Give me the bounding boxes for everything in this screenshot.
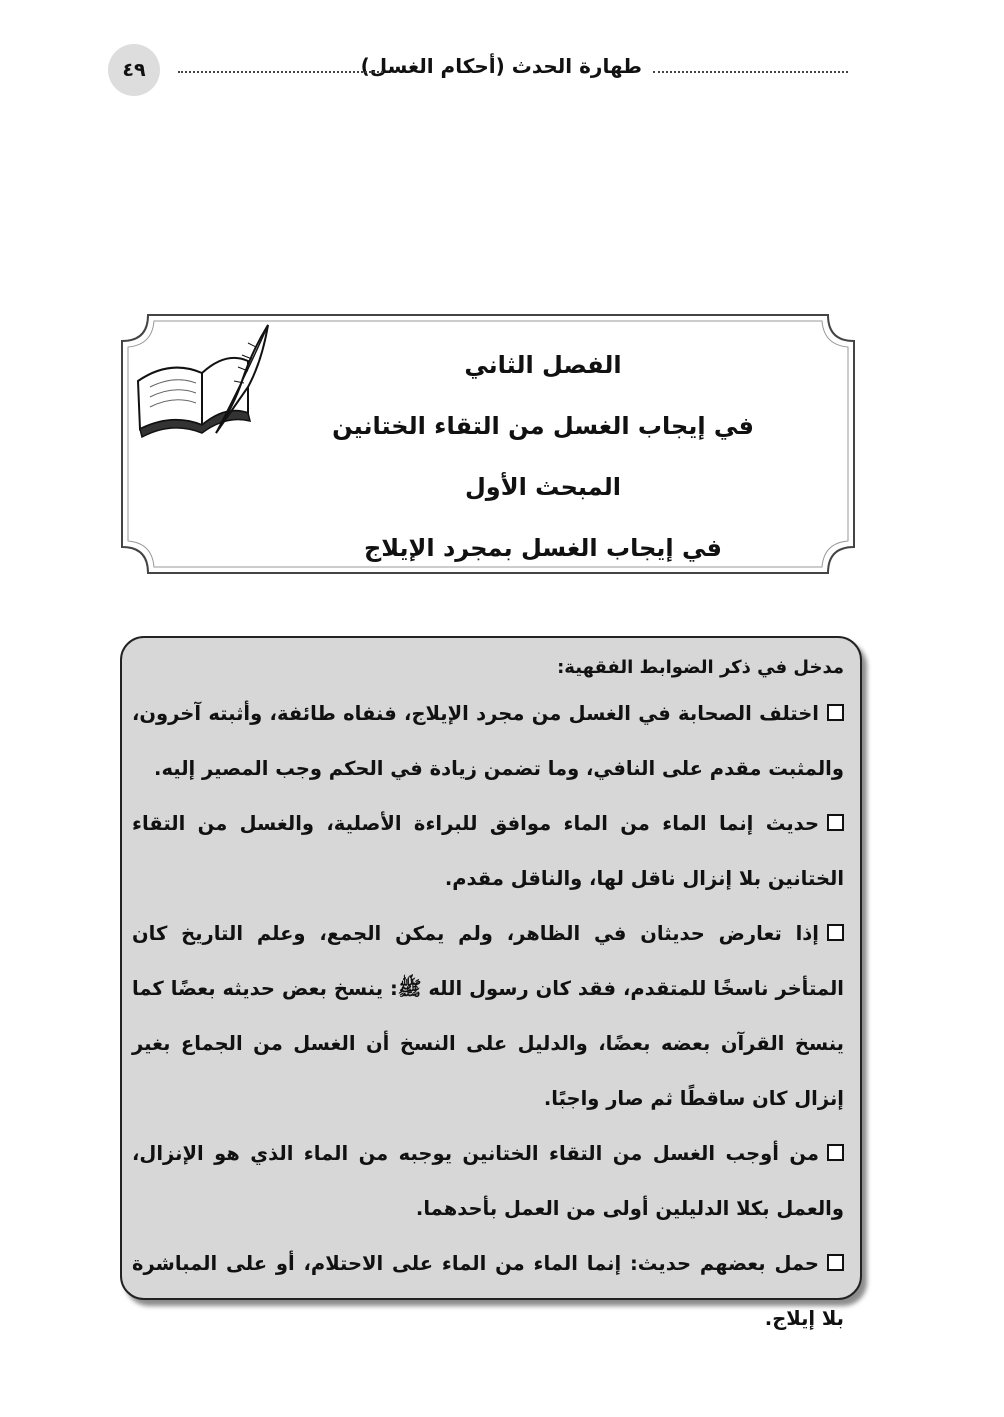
intro-box-title: مدخل في ذكر الضوابط الفقهية: [557, 657, 844, 678]
book-and-quill-icon [130, 321, 280, 449]
section-heading: المبحث الأول [464, 473, 622, 501]
header-dots-right [653, 71, 848, 73]
checkbox-square-icon [827, 924, 844, 941]
page-number-badge: ٤٩ [108, 44, 160, 96]
checkbox-square-icon [827, 704, 844, 721]
principle-item [132, 1236, 844, 1346]
principle-text: حديث إنما الماء من الماء موافق للبراءة الأصلية، والغسل من التقاء الختانين بلا إنزال ناقل لها، والناقل مقدم. [132, 812, 844, 890]
principle-text: حمل بعضهم حديث: إنما الماء من الماء على الاحتلام، أو على المباشرة بلا إيلاج. [132, 1252, 844, 1330]
principle-text: اختلف الصحابة في الغسل من مجرد الإيلاج، فنفاه طائفة، وأثبته آخرون، والمثبت مقدم على النافي، وما تضمن زيادة في الحكم وجب المصير إليه. [132, 702, 844, 780]
principle-text: من أوجب الغسل من التقاء الختانين يوجبه من الماء الذي هو الإنزال، والعمل بكلا الدليلين أولى من العمل بأحدهما. [132, 1142, 844, 1220]
header-dots-left [178, 71, 383, 73]
chapter-heading: الفصل الثاني [464, 351, 622, 379]
principle-item [132, 906, 844, 1126]
principle-item [132, 1126, 844, 1236]
checkbox-square-icon [827, 814, 844, 831]
checkbox-square-icon [827, 1254, 844, 1271]
running-header [108, 44, 848, 96]
running-header-title: طهارة الحدث (أحكام الغسل) [360, 54, 642, 78]
chapter-title-frame [118, 313, 858, 575]
checkbox-square-icon [827, 1144, 844, 1161]
fiqh-principles-box [120, 636, 862, 1330]
principle-item [132, 796, 844, 906]
chapter-subtitle: في إيجاب الغسل من التقاء الختانين [332, 412, 754, 440]
section-subtitle: في إيجاب الغسل بمجرد الإيلاج [364, 534, 722, 562]
principle-item [132, 686, 844, 796]
principle-text: إذا تعارض حديثان في الظاهر، ولم يمكن الجمع، وعلم التاريخ كان المتأخر ناسخًا للمتقدم، فقد كان رسول الله ﷺ: ينسخ بعض حديثه بعضًا كما ينسخ القرآن بعضه بعضًا، والدليل على النسخ أن الغسل من الجماع بغير إنزال كان ساقطًا ثم صار واجبًا. [132, 922, 844, 1110]
